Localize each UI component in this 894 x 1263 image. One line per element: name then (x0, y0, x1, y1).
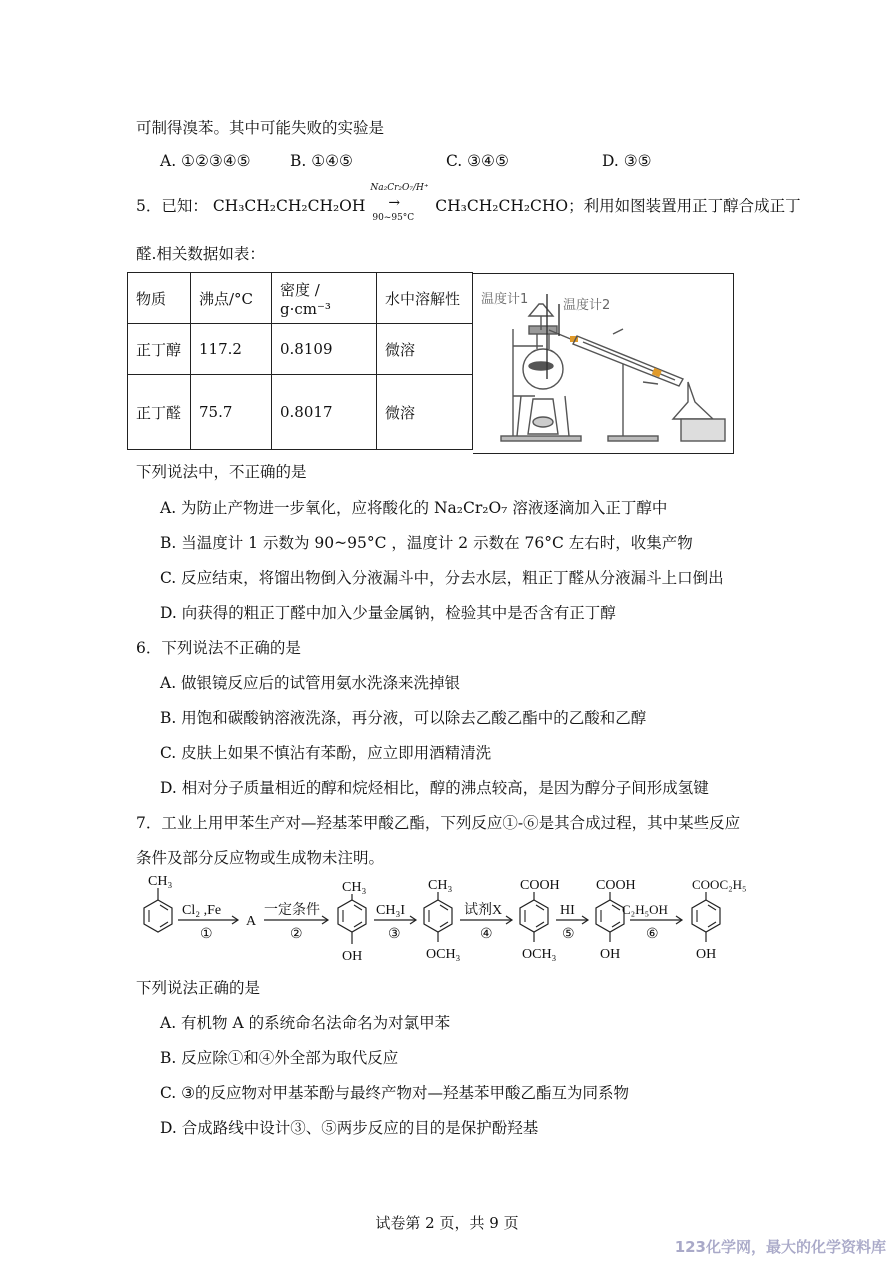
q7-synthesis-scheme (130, 872, 760, 967)
table-cell: 正丁醛 (128, 375, 191, 450)
table-header-cell: 物质 (128, 273, 191, 324)
q7-line2: 条件及部分反应物或生成物未注明。 (136, 849, 385, 867)
q6-option-c: C. 皮肤上如果不慎沾有苯酚，应立即用酒精清洗 (160, 744, 492, 762)
distillation-apparatus-figure (473, 273, 734, 454)
step1-number: ① (200, 927, 213, 942)
q4-option-a: A. ①②③④⑤ (160, 152, 251, 170)
table-cell: 微溶 (377, 324, 473, 375)
q5-reaction-arrow (370, 183, 430, 223)
q7-option-d: D. 合成路线中设计③、⑤两步反应的目的是保护酚羟基 (160, 1119, 539, 1137)
p-cresol-ring-icon (338, 900, 366, 932)
thermometer-2-label: 温度计2 (563, 298, 611, 313)
q7-question: 下列说法正确的是 (136, 979, 261, 997)
q4-option-c: C. ③④⑤ (446, 152, 509, 170)
hydroxybenzoic-acid-oh: OH (600, 947, 621, 962)
anisic-acid-ring-icon (520, 900, 548, 932)
ester-product-ring-icon (692, 900, 720, 932)
q5-lead: 5．已知： (136, 197, 208, 215)
q6-option-b: B. 用饱和碳酸钠溶液洗涤，再分液，可以除去乙酸乙酯中的乙酸和乙醇 (160, 709, 647, 727)
p-cresol-ch3: CH₃ (342, 880, 367, 895)
q5-reagent-top: Na₂Cr₂O₇/H⁺ (370, 183, 429, 193)
hydroxybenzoic-acid-cooh: COOH (596, 878, 636, 893)
q6-option-a: A. 做银镜反应后的试管用氨水洗涤来洗掉银 (160, 674, 461, 692)
step5-reagent: HI (560, 903, 575, 918)
q5-line2: 醛.相关数据如表： (136, 245, 265, 263)
q5-option-a: A. 为防止产物进一步氧化，应将酸化的 Na₂Cr₂O₇ 溶液逐滴加入正丁醇中 (160, 499, 668, 517)
step6-number: ⑥ (646, 927, 659, 942)
step3-reagent: CH₃I (376, 903, 405, 918)
q5-reactant: CH₃CH₂CH₂CH₂OH (212, 197, 366, 215)
q4-option-b: B. ①④⑤ (290, 152, 353, 170)
table-cell: 0.8017 (272, 375, 377, 450)
hydroxybenzoic-acid-ring-icon (596, 900, 624, 932)
table-cell: 正丁醇 (128, 324, 191, 375)
table-row (128, 324, 473, 375)
q7-line1: 7．工业上用甲苯生产对—羟基苯甲酸乙酯，下列反应①-⑥是其合成过程，其中某些反应 (136, 814, 741, 832)
table-cell: 0.8109 (272, 324, 377, 375)
p-cresol-oh: OH (342, 949, 363, 964)
table-header-row (128, 273, 473, 324)
q5-option-d: D. 向获得的粗正丁醛中加入少量金属钠，检验其中是否含有正丁醇 (160, 604, 616, 622)
arrow-icon: → (388, 195, 401, 211)
page-footer: 试卷第 2 页，共 9 页 (375, 1214, 519, 1232)
table-header-cell: 密度 / g·cm⁻³ (272, 273, 377, 324)
q5-tail: ；利用如图装置用正丁醇合成正丁 (568, 197, 801, 215)
q5-reagent-bottom: 90~95°C (372, 213, 415, 223)
q4-option-d: D. ③⑤ (602, 152, 652, 170)
step4-reagent: 试剂X (464, 903, 503, 918)
step4-number: ④ (480, 927, 493, 942)
step2-number: ② (290, 927, 303, 942)
anisic-acid-cooh: COOH (520, 878, 560, 893)
step2-reagent: 一定条件 (264, 903, 320, 918)
step3-number: ③ (388, 927, 401, 942)
q5-reaction-line (136, 183, 801, 223)
q6-question: 6．下列说法不正确的是 (136, 639, 301, 657)
thermometer-1-label: 温度计1 (481, 292, 529, 307)
table-row (128, 375, 473, 450)
ester-product-oh: OH (696, 947, 717, 962)
q7-option-a: A. 有机物 A 的系统命名法命名为对氯甲苯 (160, 1014, 451, 1032)
toluene-ch3: CH₃ (148, 874, 173, 889)
table-cell: 微溶 (377, 375, 473, 450)
q5-product: CH₃CH₂CH₂CHO (435, 197, 569, 215)
toluene-ring-icon (144, 900, 172, 932)
anisic-acid-och3: OCH₃ (522, 947, 557, 962)
q4-text: 可制得溴苯。其中可能失败的实验是 (136, 119, 385, 137)
step1-reagent: Cl₂ ,Fe (182, 903, 222, 918)
watermark: 123化学网，最大的化学资料库 (674, 1238, 886, 1256)
step5-number: ⑤ (562, 927, 575, 942)
ester-product-cooc2h5: COOC₂H₅ (692, 877, 747, 892)
q7-option-c: C. ③的反应物对甲基苯酚与最终产物对—羟基苯甲酸乙酯互为同系物 (160, 1084, 630, 1102)
methylanisole-ring-icon (424, 900, 452, 932)
q5-option-b: B. 当温度计 1 示数为 90~95°C ，温度计 2 示数在 76°C 左右时，收集产物 (160, 534, 693, 552)
q5-question: 下列说法中，不正确的是 (136, 463, 307, 481)
methylanisole-och3: OCH₃ (426, 947, 461, 962)
intermediate-a: A (246, 914, 257, 929)
table-cell: 117.2 (191, 324, 272, 375)
step6-reagent: C₂H₅OH (622, 902, 668, 917)
methylanisole-ch3: CH₃ (428, 878, 453, 893)
q7-option-b: B. 反应除①和④外全部为取代反应 (160, 1049, 399, 1067)
table-header-cell: 沸点/°C (191, 273, 272, 324)
table-cell: 75.7 (191, 375, 272, 450)
q5-option-c: C. 反应结束，将馏出物倒入分液漏斗中，分去水层，粗正丁醛从分液漏斗上口倒出 (160, 569, 724, 587)
table-header-cell: 水中溶解性 (377, 273, 473, 324)
q6-option-d: D. 相对分子质量相近的醇和烷烃相比，醇的沸点较高，是因为醇分子间形成氢键 (160, 779, 709, 797)
q5-data-table (127, 272, 473, 450)
